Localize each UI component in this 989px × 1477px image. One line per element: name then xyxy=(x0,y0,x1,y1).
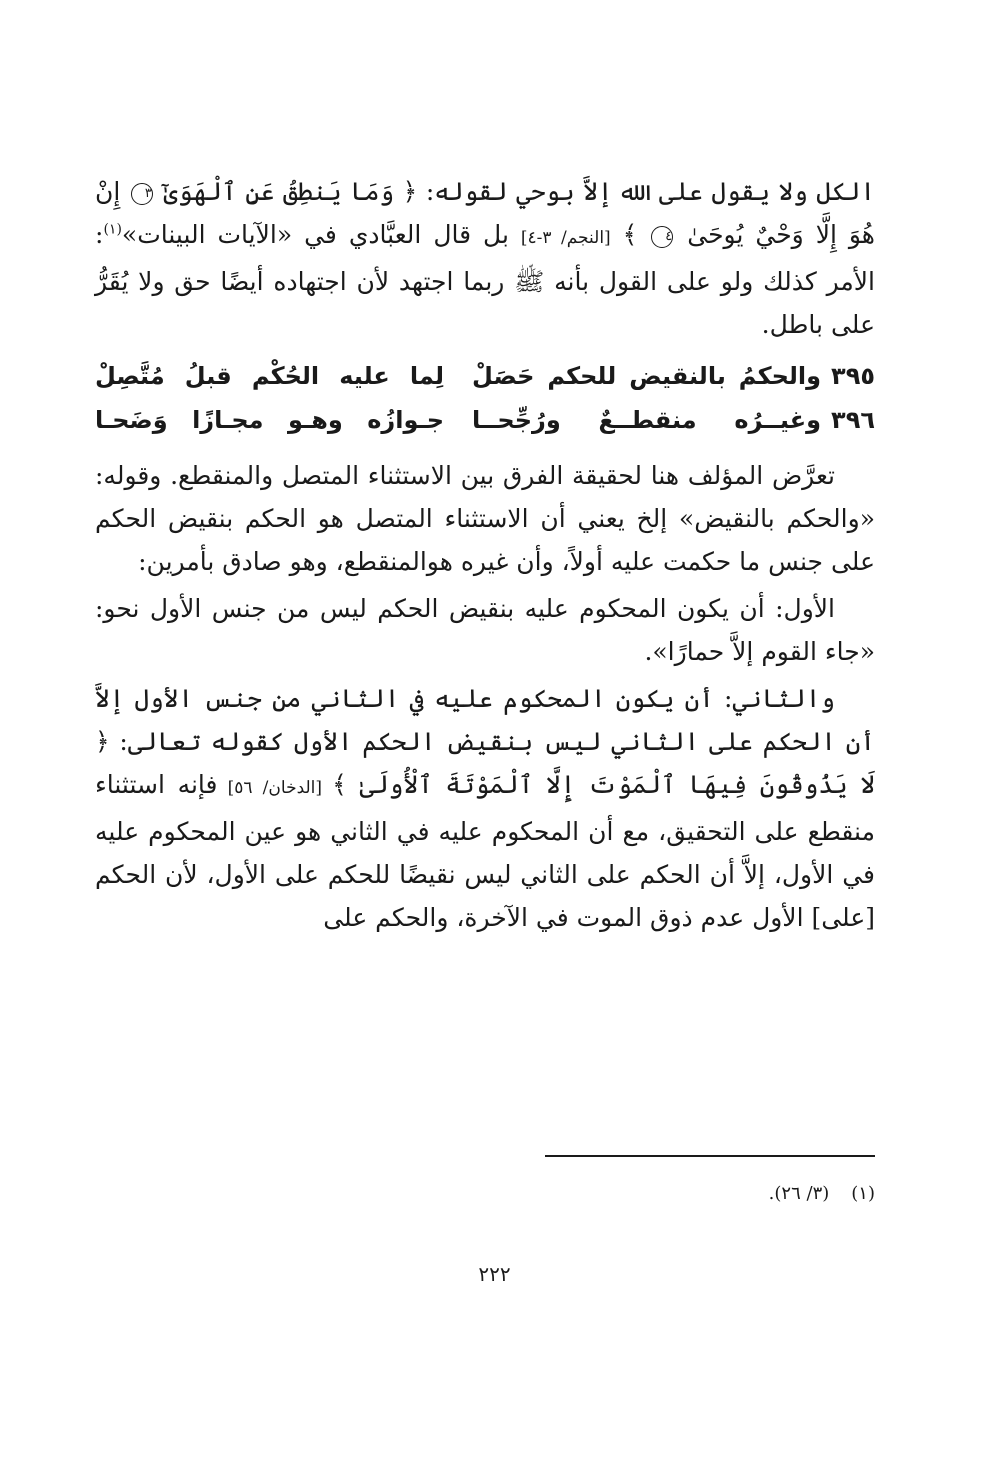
poem-line-number: ٣٩٦ xyxy=(831,406,875,434)
verse-number-3: ٣ xyxy=(131,183,153,205)
paragraph-4-text-a: والثاني: أن يكون المحكوم عليه في الثاني من جنس الأول إلاَّ أن الحكم على الثاني ليس بنقيض الحكم الأول كقوله تعالى: xyxy=(95,684,875,756)
page-number: ٢٢٢ xyxy=(478,1262,511,1286)
paragraph-1 xyxy=(95,170,875,346)
poem-verses xyxy=(95,354,875,442)
paragraph-1-text-b: بل قال العبَّادي في «الآيات البينات» xyxy=(121,220,521,249)
poem-hemistich-second: لِما عليه الحُكْم قبلُ مُتَّصِلْ xyxy=(94,362,445,390)
footnote-mark: (١) xyxy=(851,1183,875,1204)
verse-reference-dukhan: [الدخان/ ٥٦] xyxy=(217,778,333,798)
poem-hemistich-second: جـوازُه وهـو مجـازًا وَضَحـا xyxy=(94,406,445,434)
paragraph-3: الأول: أن يكون المحكوم عليه بنقيض الحكم ليس من جنس الأول نحو: «جاء القوم إلاَّ حمارًا». xyxy=(95,594,875,666)
footnote-text: (٣/ ٢٦). xyxy=(768,1183,830,1204)
paragraph-2: تعرَّض المؤلف هنا لحقيقة الفرق بين الاستثناء المتصل والمنقطع. وقوله: «والحكم بالنقيض» إلخ يعني أن الاستثناء المتصل هو الحكم بنقيض الحكم على جنس ما حكمت عليه أولاً، وأن غيره هوالمنقطع، وهو صادق بأمرين: xyxy=(95,461,875,576)
poem-hemistich-first: والحكمُ بالنقيض للحكم حَصَلْ xyxy=(472,362,822,390)
footnote xyxy=(769,1183,875,1204)
verse-reference: [النجم/ ٣-٤] xyxy=(520,228,611,248)
verse-number-4: ٤ xyxy=(651,226,673,248)
quran-verse-dukhan: ﴿ لَا يَذُوقُونَ فِيهَا ٱلْمَوْتَ إِلَّا ٱلْمَوْتَةَ ٱلْأُولَىٰ ﴾ xyxy=(95,727,875,799)
quran-text-b: إِنْ هُوَ إِلَّا وَحْيٌ يُوحَىٰ xyxy=(95,177,875,249)
paragraph-4 xyxy=(95,677,875,939)
paragraph-4-text-b: فإنه استثناء منقطع على التحقيق، مع أن المحكوم عليه في الثاني هو عين المحكوم عليه في الأول، إلاَّ أن الحكم على الثاني ليس نقيضًا للحكم على الأول، لأن الحكم [على] الأول عدم ذوق الموت في الآخرة، والحكم على xyxy=(95,770,875,932)
paragraph-1-text-a: الكل ولا يقول على الله إلاَّ بوحي لقوله: xyxy=(417,177,875,206)
footnote-marker: (١) xyxy=(103,221,122,238)
paragraph-1-text-c: : الأمر كذلك ولو على القول بأنه ﷺ ربما اجتهد لأن اجتهاده أيضًا حق ولا يُقَرُّ على باطل. xyxy=(95,220,875,339)
quran-close-bracket: ﴾ xyxy=(610,220,650,249)
page-body xyxy=(95,170,875,939)
poem-hemistich-first: وغيــرُه منقطــعٌ ورُجِّحــا xyxy=(472,406,822,434)
quran-text-a: ﴿ وَمَا يَنطِقُ عَنِ ٱلْهَوَىٰٓ xyxy=(154,177,418,206)
footnote-divider xyxy=(545,1155,875,1157)
poem-line xyxy=(95,354,875,398)
poem-line xyxy=(95,398,875,442)
poem-line-number: ٣٩٥ xyxy=(831,362,875,390)
